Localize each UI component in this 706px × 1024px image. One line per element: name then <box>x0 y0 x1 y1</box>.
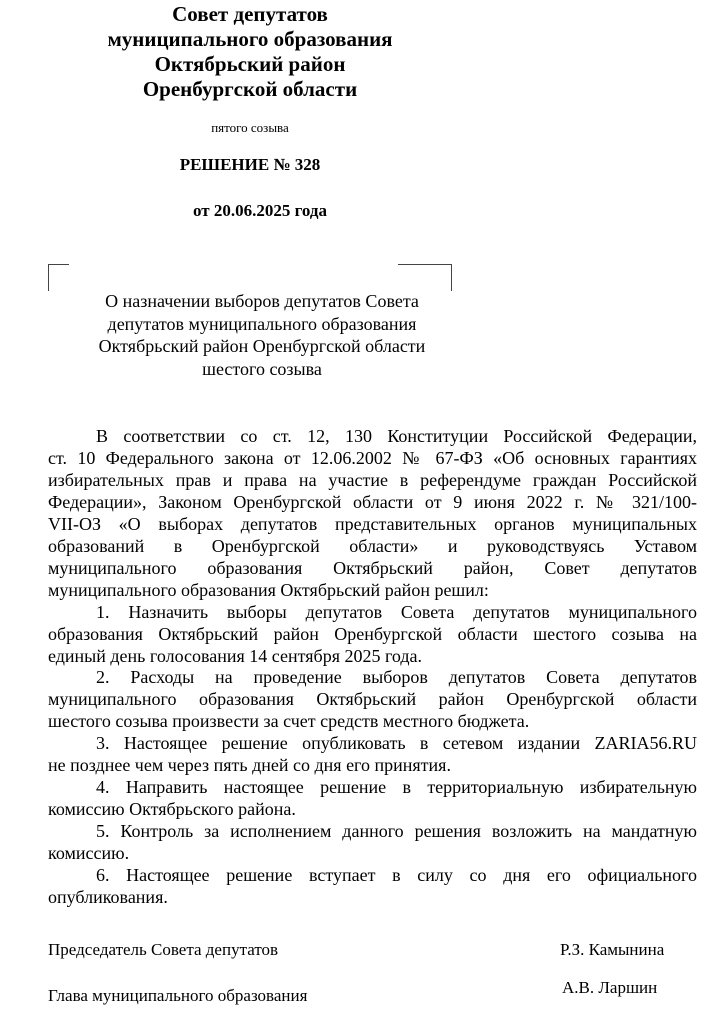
convocation: пятого созыва <box>211 120 289 135</box>
text-line: образования Октябрьский район Оренбургской области шестого созыва на <box>48 623 697 644</box>
decision-date: от 20.06.2025 года <box>192 201 328 220</box>
council-name-line: муниципального образования <box>107 27 393 51</box>
decision-subject <box>60 290 464 380</box>
text-line: муниципального образования Октябрьский район Оренбургской области <box>48 689 697 710</box>
bracket-left <box>48 264 69 291</box>
subject-line: О назначении выборов депутатов Совета <box>105 291 419 311</box>
council-name-line: Совет депутатов <box>172 2 328 26</box>
text-line: шестого созыва произвести за счет средств местного бюджета. <box>48 711 530 732</box>
subject-line: шестого созыва <box>202 358 322 379</box>
text-line: избирательных прав и права на участие в референдуме граждан Российской <box>48 469 697 490</box>
decision-number: РЕШЕНИЕ № 328 <box>179 155 321 174</box>
text-line: 2. Расходы на проведение выборов депутатов Совета депутатов <box>96 667 697 688</box>
text-line: 1. Назначить выборы депутатов Совета депутатов муниципального <box>96 601 697 622</box>
text-line: ст. 10 Федерального закона от 12.06.2002 № 67-ФЗ «Об основных гарантиях <box>48 447 697 468</box>
text-line: комиссию Октябрьского района. <box>48 799 296 820</box>
text-line: не позднее чем через пять дней со дня его принятия. <box>48 755 451 776</box>
text-line: единый день голосования 14 сентября 2025 года. <box>48 645 423 666</box>
council-name <box>60 2 440 102</box>
text-line: муниципального образования Октябрьский район решил: <box>48 579 489 600</box>
decision-item <box>48 821 697 865</box>
signature-title: Глава муниципального образования <box>48 986 308 1005</box>
text-line: 5. Контроль за исполнением данного решения возложить на мандатную <box>96 821 697 842</box>
text-line: В соответствии со ст. 12, 130 Конституции Российской Федерации, <box>96 426 697 446</box>
subject-line: депутатов муниципального образования <box>107 313 417 334</box>
bracket-right <box>398 264 452 291</box>
text-line: 4. Направить настоящее решение в территориальную избирательную <box>96 777 697 798</box>
text-line: VII-ОЗ «О выборах депутатов представительных органов муниципальных <box>48 513 697 534</box>
decision-item <box>48 602 697 668</box>
text-line: опубликования. <box>48 887 168 908</box>
council-name-line: Октябрьский район <box>154 52 346 76</box>
text-line: комиссию. <box>48 843 130 864</box>
council-name-line: Оренбургской области <box>142 77 358 101</box>
decision-item <box>48 865 697 909</box>
text-line: образований в Оренбургской области» и руководствуясь Уставом <box>48 535 697 556</box>
decision-body <box>48 426 697 909</box>
signature-name: Р.З. Камынина <box>560 940 665 959</box>
signature-title: Председатель Совета депутатов <box>48 940 279 959</box>
subject-line: Октябрьский район Оренбургской области <box>98 336 426 356</box>
signature-name: А.В. Ларшин <box>562 978 658 997</box>
preamble-paragraph <box>48 426 697 602</box>
text-line: муниципального образования Октябрьский район, Совет депутатов <box>48 557 697 578</box>
text-line: 6. Настоящее решение вступает в силу со дня его официального <box>96 865 697 886</box>
decision-item <box>48 667 697 733</box>
decision-item <box>48 777 697 821</box>
text-line: Федерации», Законом Оренбургской области от 9 июня 2022 г. № 321/100- <box>48 491 697 512</box>
decision-item <box>48 733 697 777</box>
text-line: 3. Настоящее решение опубликовать в сетевом издании ZARIA56.RU <box>96 733 697 754</box>
